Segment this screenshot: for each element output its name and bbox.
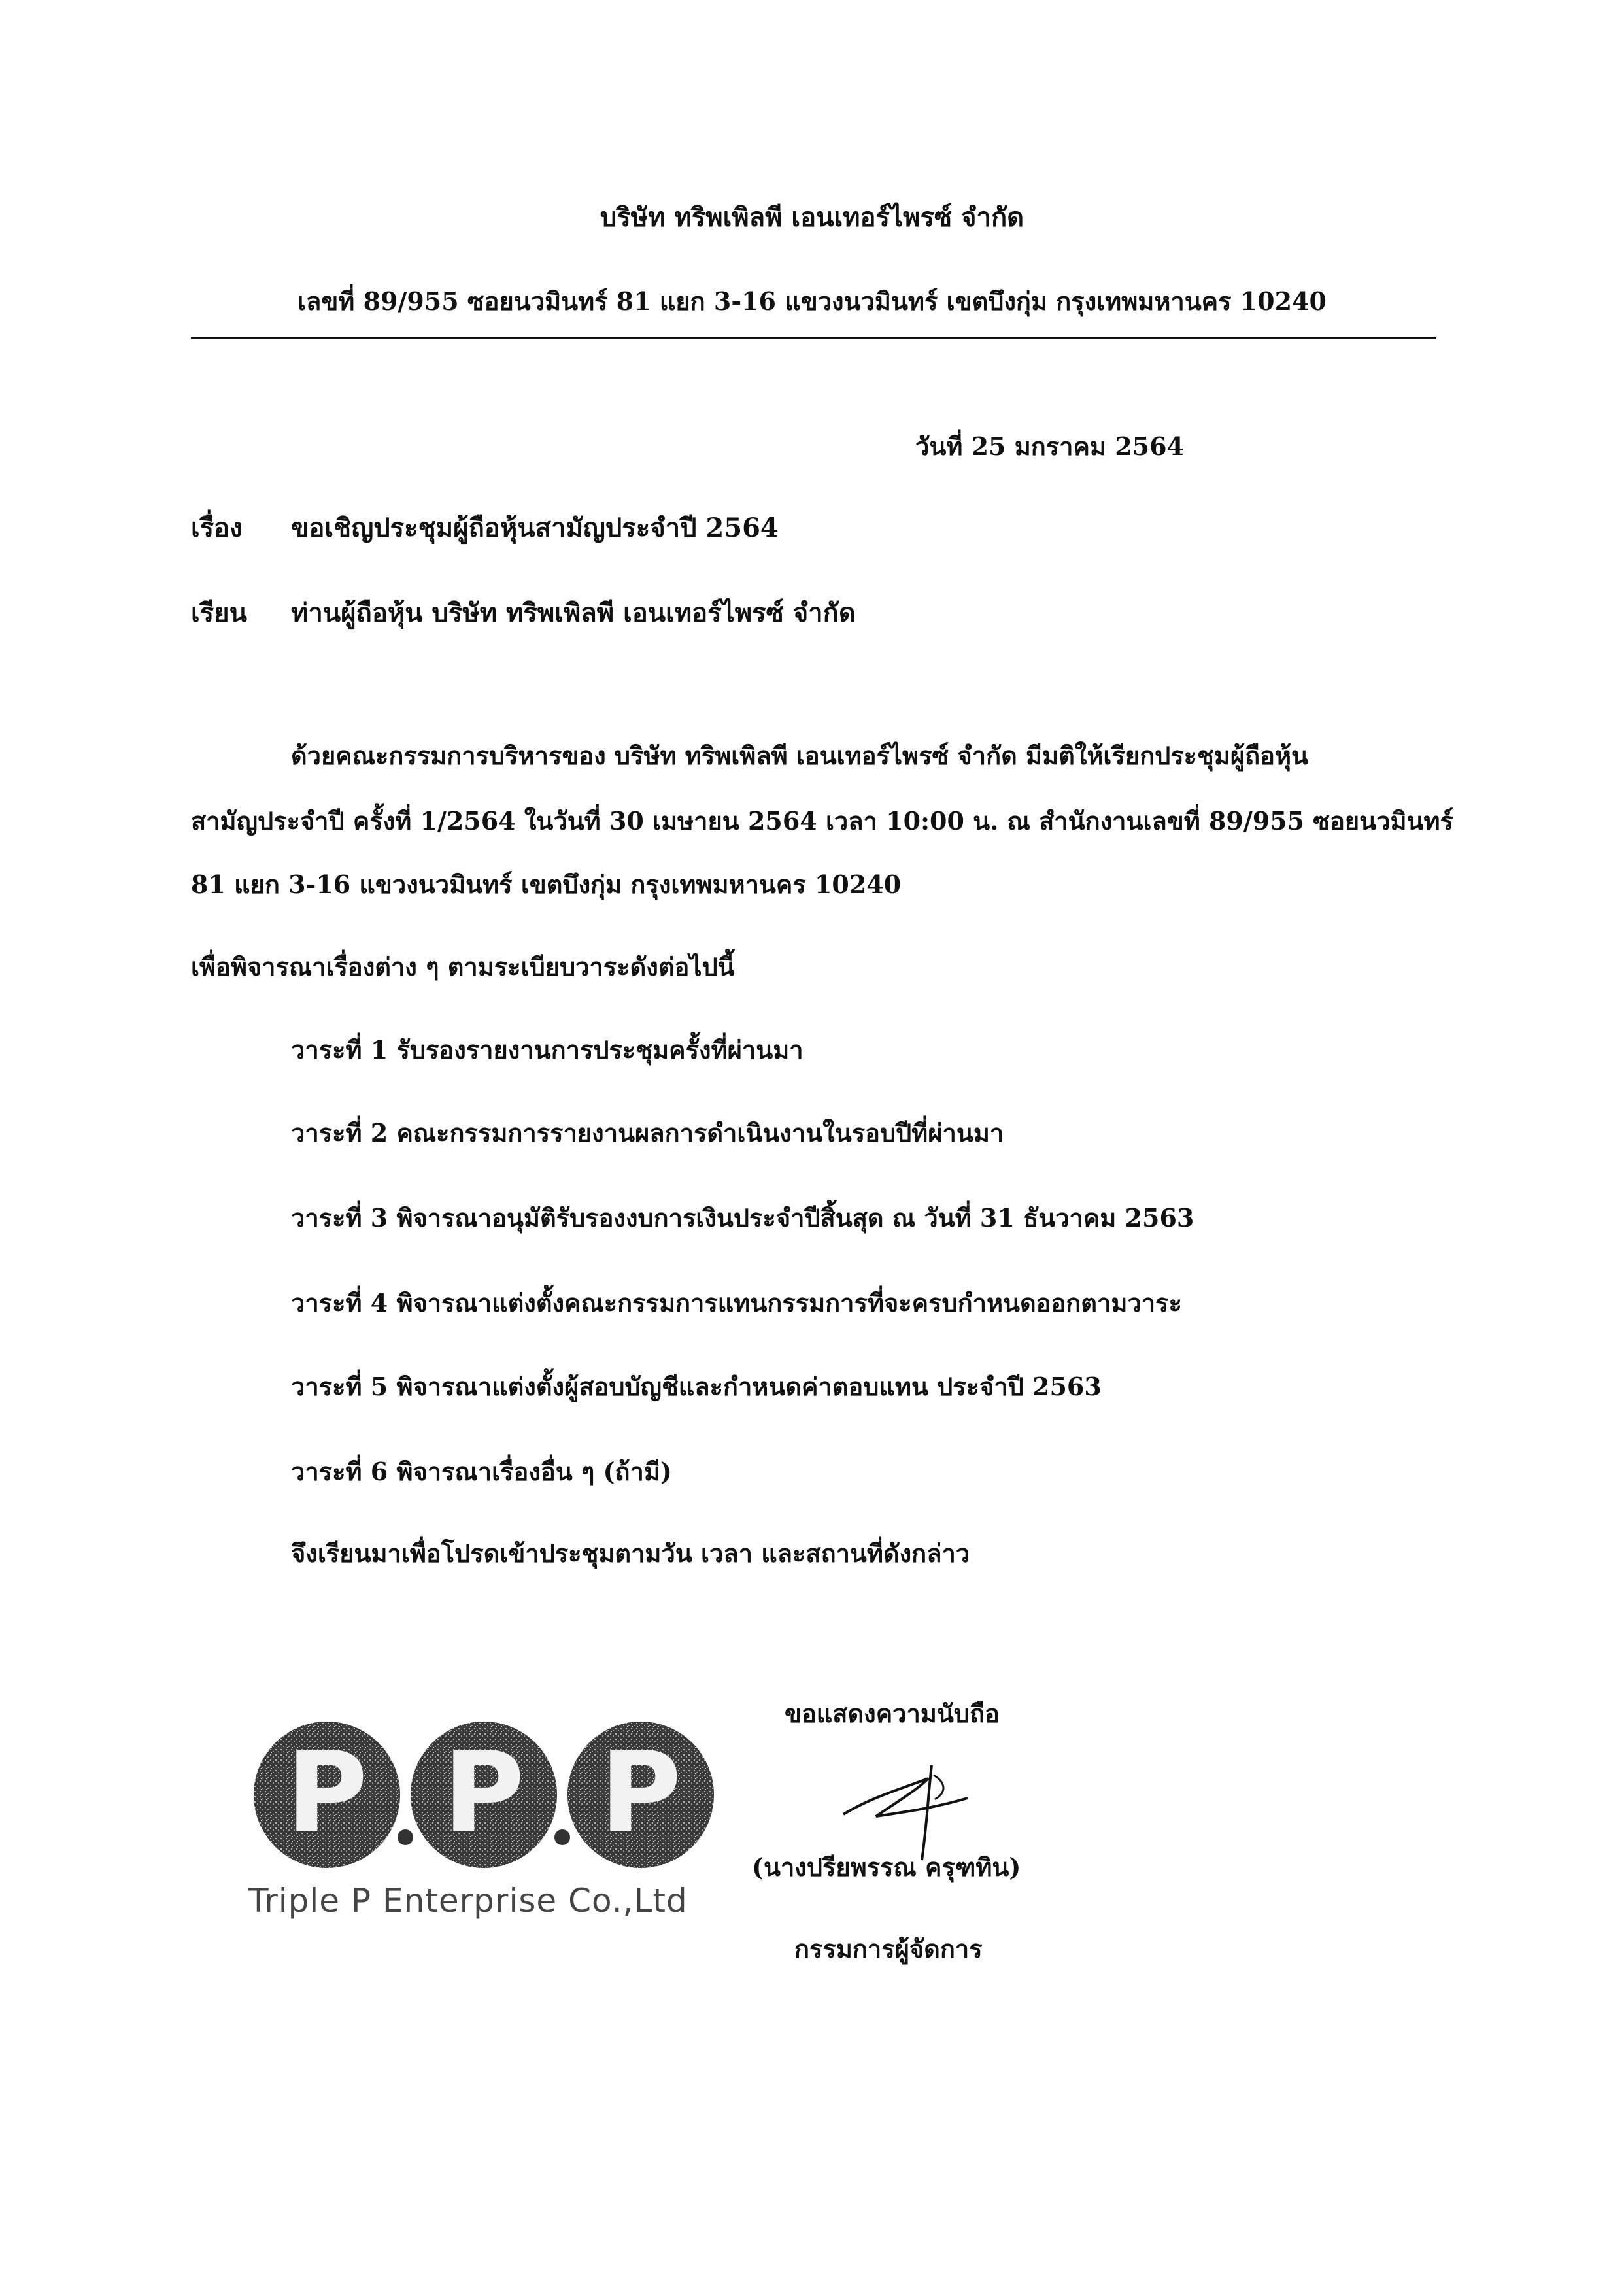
body-line-3: 81 แยก 3-16 แขวงนวมินทร์ เขตบึงกุ่ม กรุงเทพมหานคร 10240 bbox=[191, 870, 902, 899]
agenda-item-6: วาระที่ 6 พิจารณาเรื่องอื่น ๆ (ถ้ามี) bbox=[291, 1457, 672, 1486]
closing-sentence: จึงเรียนมาเพื่อโปรดเข้าประชุมตามวัน เวลา และสถานที่ดังกล่าว bbox=[291, 1538, 970, 1568]
regards-text: ขอแสดงความนับถือ bbox=[785, 1699, 1000, 1728]
body-line-2: สามัญประจำปี ครั้งที่ 1/2564 ในวันที่ 30 เมษายน 2564 เวลา 10:00 น. ณ สำนักงานเลขที่ 89/955 ซอยนวมินทร์ bbox=[191, 806, 1453, 836]
agenda-item-2: วาระที่ 2 คณะกรรมการรายงานผลการดำเนินงานในรอบปีที่ผ่านมา bbox=[291, 1118, 1004, 1147]
company-name: บริษัท ทริพเพิลพี เอนเทอร์ไพรซ์ จำกัด bbox=[600, 202, 1024, 233]
recipient-label: เรียน bbox=[191, 598, 247, 628]
stamp-letter-3: P bbox=[600, 1728, 682, 1858]
stamp-dot-1 bbox=[398, 1829, 413, 1845]
body-line-4: เพื่อพิจารณาเรื่องต่าง ๆ ตามระเบียบวาระดังต่อไปนี้ bbox=[191, 952, 735, 981]
signatory-name: (นางปรียพรรณ ครุฑทิน) bbox=[752, 1852, 1021, 1882]
recipient-text: ท่านผู้ถือหุ้น บริษัท ทริพเพิลพี เอนเทอร์ไพรซ์ จำกัด bbox=[291, 598, 856, 628]
stamp-graphic bbox=[248, 1707, 719, 1883]
body-line-1: ด้วยคณะกรรมการบริหารของ บริษัท ทริพเพิลพี เอนเทอร์ไพรซ์ จำกัด มีมติให้เรียกประชุมผู้ถือหุ้น bbox=[291, 741, 1308, 770]
agenda-item-4: วาระที่ 4 พิจารณาแต่งตั้งคณะกรรมการแทนกรรมการที่จะครบกำหนดออกตามวาระ bbox=[291, 1288, 1182, 1317]
subject-text: ขอเชิญประชุมผู้ถือหุ้นสามัญประจำปี 2564 bbox=[291, 513, 779, 543]
stamp-letter-1: P bbox=[286, 1728, 368, 1858]
header-divider bbox=[191, 337, 1436, 339]
agenda-item-1: วาระที่ 1 รับรองรายงานการประชุมครั้งที่ผ่านมา bbox=[291, 1035, 804, 1064]
stamp-dot-2 bbox=[554, 1829, 570, 1845]
letter-date: วันที่ 25 มกราคม 2564 bbox=[915, 432, 1184, 461]
agenda-item-5: วาระที่ 5 พิจารณาแต่งตั้งผู้สอบบัญชีและกำหนดค่าตอบแทน ประจำปี 2563 bbox=[291, 1372, 1102, 1401]
stamp-letter-2: P bbox=[443, 1728, 525, 1858]
signatory-position: กรรมการผู้จัดการ bbox=[794, 1934, 983, 1963]
company-address: เลขที่ 89/955 ซอยนวมินทร์ 81 แยก 3-16 แขวงนวมินทร์ เขตบึงกุ่ม กรุงเทพมหานคร 10240 bbox=[297, 286, 1327, 316]
subject-label: เรื่อง bbox=[191, 513, 243, 543]
stamp-company-label: Triple P Enterprise Co.,Ltd bbox=[248, 1882, 688, 1920]
agenda-item-3: วาระที่ 3 พิจารณาอนุมัติรับรองงบการเงินประจำปีสิ้นสุด ณ วันที่ 31 ธันวาคม 2563 bbox=[291, 1203, 1194, 1232]
